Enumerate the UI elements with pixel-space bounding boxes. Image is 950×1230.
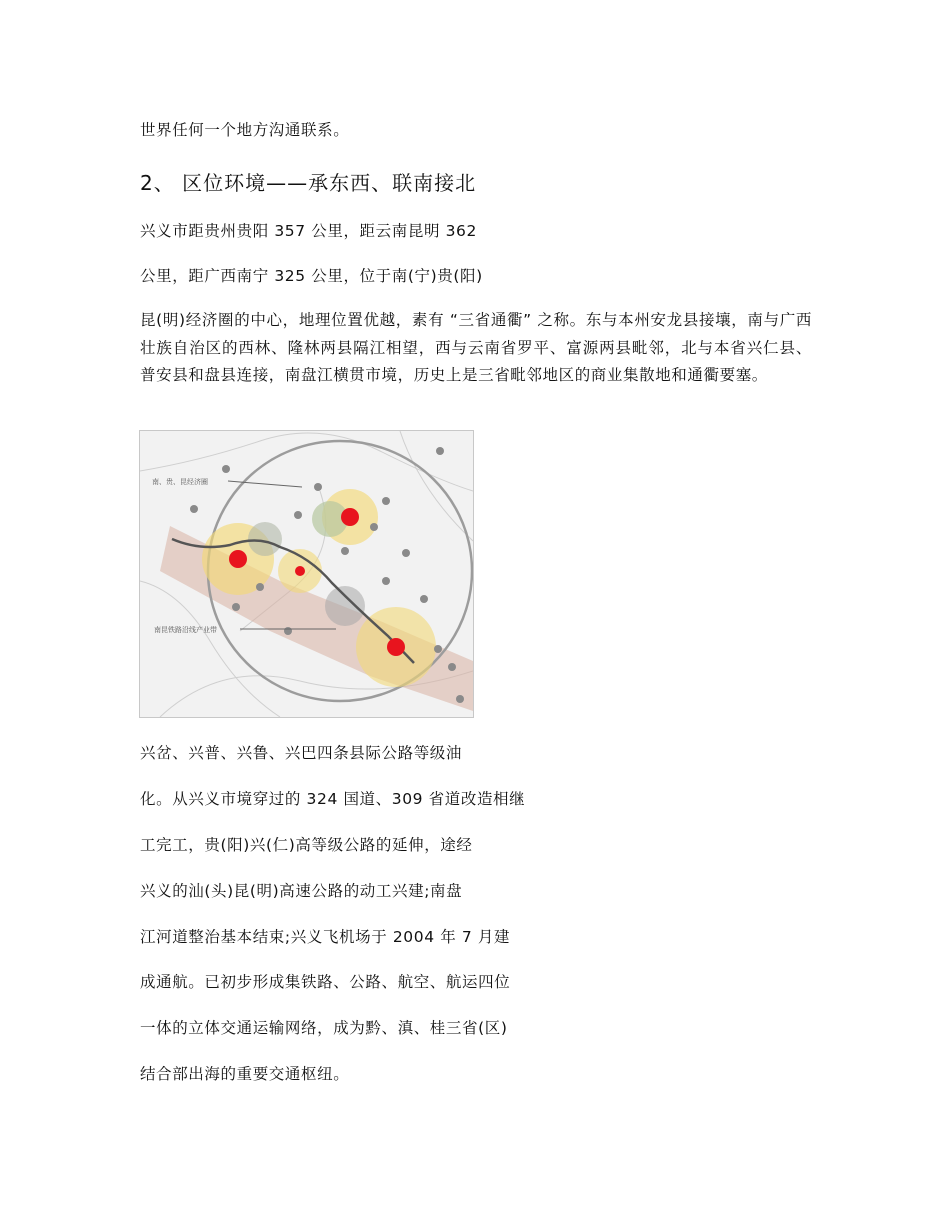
text-line-b7: 一体的立体交通运输网络，成为黔、滇、桂三省(区): [140, 1019, 508, 1037]
major-city-nanning: [387, 638, 405, 656]
section-heading: 2、 区位环境——承东西、联南接北: [140, 171, 477, 195]
text-line-b1: 兴岔、兴普、兴鲁、兴巴四条县际公路等级油: [140, 744, 463, 762]
major-city-kunming: [229, 550, 247, 568]
major-city-xingyi: [295, 566, 305, 576]
location-map-figure: [139, 430, 474, 718]
label-economic-circle: 南、贵、昆经济圈: [152, 478, 208, 486]
major-city-guiyang: [341, 508, 359, 526]
text-line-b6: 成通航。已初步形成集铁路、公路、航空、航运四位: [140, 973, 511, 991]
text-line-b4: 兴义的汕(头)昆(明)高速公路的动工兴建;南盘: [140, 882, 463, 900]
text-line-top: 世界任何一个地方沟通联系。: [140, 121, 350, 139]
city-glow: [248, 522, 282, 556]
text-line-distance-1: 兴义市距贵州贵阳 357 公里，距云南昆明 362: [140, 222, 477, 240]
text-line-b5: 江河道整治基本结束;兴义飞机场于 2004 年 7 月建: [140, 928, 511, 946]
text-line-b2: 化。从兴义市境穿过的 324 国道、309 省道改造相继: [140, 790, 526, 808]
city-glow: [325, 586, 365, 626]
location-map-svg: [140, 431, 473, 717]
text-line-distance-2: 公里，距广西南宁 325 公里，位于南(宁)贵(阳): [140, 267, 483, 285]
text-line-b8: 结合部出海的重要交通枢纽。: [140, 1065, 350, 1083]
label-industrial-belt: 南昆铁路沿线产业带: [154, 626, 217, 634]
location-paragraph: 昆(明)经济圈的中心，地理位置优越，素有 “三省通衢” 之称。东与本州安龙县接壤，南与广西壮族自治区的西林、隆林两县隔江相望，西与云南省罗平、富源两县毗邻，北与本省兴仁县、普安县和盘县连接，南盘江横贯市境，历史上是三省毗邻地区的商业集散地和通衢要塞。: [140, 311, 812, 384]
text-line-b3: 工完工，贵(阳)兴(仁)高等级公路的延伸，途经: [140, 836, 473, 854]
